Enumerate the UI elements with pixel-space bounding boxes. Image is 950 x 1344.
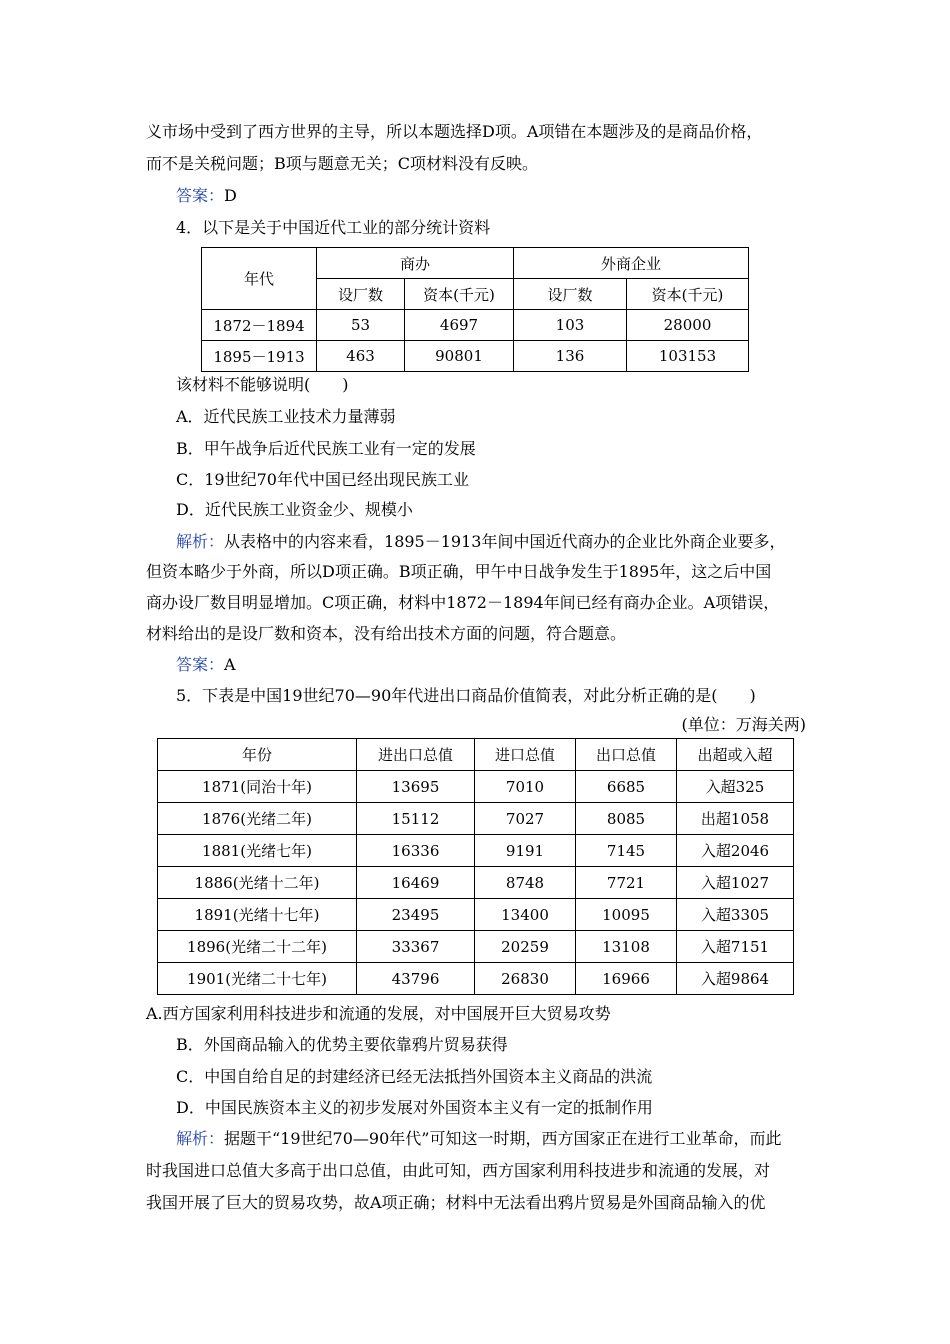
question-prompt: 该材料不能够说明( ) xyxy=(176,375,349,394)
table-cell: 15112 xyxy=(357,803,475,835)
table-cell: 53 xyxy=(317,310,405,341)
column-header: 出口总值 xyxy=(576,739,677,771)
option-d: D．近代民族工业资金少、规模小 xyxy=(176,500,413,519)
analysis-text: 从表格中的内容来看，1895－1913年间中国近代商办的企业比外商企业要多， xyxy=(224,532,786,551)
table-cell: 1901(光绪二十七年) xyxy=(158,963,357,995)
option-b: B．甲午战争后近代民族工业有一定的发展 xyxy=(176,439,476,458)
analysis-line: 但资本略少于外商，所以D项正确。B项正确，甲午中日战争发生于1895年，这之后中国 xyxy=(146,562,772,581)
column-header: 年份 xyxy=(158,739,357,771)
analysis-text: 据题干“19世纪70—90年代”可知这一时期，西方国家正在进行工业革命，而此 xyxy=(224,1129,782,1148)
table-cell: 23495 xyxy=(357,899,475,931)
question-5-stem: 5．下表是中国19世纪70—90年代进出口商品价值简表，对此分析正确的是( ) xyxy=(176,686,756,705)
table-cell: 7027 xyxy=(475,803,576,835)
table-cell: 1876(光绪二年) xyxy=(158,803,357,835)
answer-line xyxy=(176,654,236,676)
answer-line xyxy=(176,185,237,207)
sub-header: 资本(千元) xyxy=(405,279,514,310)
table-cell: 入超3305 xyxy=(677,899,794,931)
analysis-line xyxy=(176,1128,781,1150)
answer-value: A xyxy=(224,655,236,674)
table-cell: 463 xyxy=(317,341,405,372)
table-cell: 入超1027 xyxy=(677,867,794,899)
table-cell: 103153 xyxy=(627,341,749,372)
answer-value: D xyxy=(224,186,237,205)
table-cell: 7721 xyxy=(576,867,677,899)
table-cell: 103 xyxy=(514,310,627,341)
table-cell: 136 xyxy=(514,341,627,372)
table-cell: 26830 xyxy=(475,963,576,995)
table-cell: 13695 xyxy=(357,771,475,803)
analysis-line xyxy=(176,531,785,553)
analysis-line: 商办设厂数目明显增加。C项正确，材料中1872－1894年间已经有商办企业。A项错误， xyxy=(146,593,780,612)
table-cell: 出超1058 xyxy=(677,803,794,835)
table-cell: 入超7151 xyxy=(677,931,794,963)
table-cell: 8748 xyxy=(475,867,576,899)
option-d: D．中国民族资本主义的初步发展对外国资本主义有一定的抵制作用 xyxy=(176,1098,653,1117)
table-cell: 13108 xyxy=(576,931,677,963)
table-cell: 16336 xyxy=(357,835,475,867)
analysis-line: 我国开展了巨大的贸易攻势，故A项正确；材料中无法看出鸦片贸易是外国商品输入的优 xyxy=(146,1193,766,1212)
option-c: C．19世纪70年代中国已经出现民族工业 xyxy=(176,470,469,489)
question-4-stem: 4．以下是关于中国近代工业的部分统计资料 xyxy=(176,218,491,237)
column-header: 出超或入超 xyxy=(677,739,794,771)
table-cell: 1886(光绪十二年) xyxy=(158,867,357,899)
table-row xyxy=(158,931,794,963)
analysis-line: 材料给出的是设厂数和资本，没有给出技术方面的问题，符合题意。 xyxy=(146,624,627,643)
option-c: C．中国自给自足的封建经济已经无法抵挡外国资本主义商品的洪流 xyxy=(176,1067,653,1086)
option-a: A．近代民族工业技术力量薄弱 xyxy=(176,407,396,426)
table-row xyxy=(158,963,794,995)
option-a: A.西方国家利用科技进步和流通的发展，对中国展开巨大贸易攻势 xyxy=(146,1004,611,1023)
table-cell: 入超2046 xyxy=(677,835,794,867)
answer-label: 答案： xyxy=(176,186,225,205)
table-cell: 33367 xyxy=(357,931,475,963)
table-cell: 9191 xyxy=(475,835,576,867)
table-cell: 10095 xyxy=(576,899,677,931)
trade-value-table xyxy=(157,738,794,995)
table-row xyxy=(158,867,794,899)
table-cell: 7145 xyxy=(576,835,677,867)
table-cell: 7010 xyxy=(475,771,576,803)
answer-label: 答案： xyxy=(176,655,225,674)
group-header: 外商企业 xyxy=(514,248,749,279)
column-header: 进口总值 xyxy=(475,739,576,771)
table-row xyxy=(158,835,794,867)
table-cell: 1881(光绪七年) xyxy=(158,835,357,867)
sub-header: 设厂数 xyxy=(317,279,405,310)
table-cell: 28000 xyxy=(627,310,749,341)
table-row xyxy=(158,899,794,931)
column-header: 进出口总值 xyxy=(357,739,475,771)
sub-header: 设厂数 xyxy=(514,279,627,310)
table-cell: 4697 xyxy=(405,310,514,341)
table-cell: 1895－1913 xyxy=(202,341,317,372)
analysis-label: 解析： xyxy=(176,532,225,551)
table-cell: 90801 xyxy=(405,341,514,372)
table-cell: 8085 xyxy=(576,803,677,835)
table-row xyxy=(158,803,794,835)
analysis-label: 解析： xyxy=(176,1129,225,1148)
table-cell: 43796 xyxy=(357,963,475,995)
analysis-line: 时我国进口总值大多高于出口总值，由此可知，西方国家利用科技进步和流通的发展，对 xyxy=(146,1161,771,1180)
unit-note: (单位：万海关两) xyxy=(681,715,806,734)
table-cell: 入超9864 xyxy=(677,963,794,995)
table-row xyxy=(202,310,749,341)
table-cell: 1872－1894 xyxy=(202,310,317,341)
table-cell: 1871(同治十年) xyxy=(158,771,357,803)
group-header: 商办 xyxy=(317,248,514,279)
option-b: B．外国商品输入的优势主要依靠鸦片贸易获得 xyxy=(176,1035,508,1054)
table-row xyxy=(202,341,749,372)
text-line: 而不是关税问题；B项与题意无关；C项材料没有反映。 xyxy=(146,154,539,173)
table-cell: 入超325 xyxy=(677,771,794,803)
table-cell: 16966 xyxy=(576,963,677,995)
table-cell: 16469 xyxy=(357,867,475,899)
year-header: 年代 xyxy=(202,248,317,310)
table-cell: 1896(光绪二十二年) xyxy=(158,931,357,963)
table-cell: 13400 xyxy=(475,899,576,931)
industry-stats-table xyxy=(201,247,749,372)
table-cell: 20259 xyxy=(475,931,576,963)
sub-header: 资本(千元) xyxy=(627,279,749,310)
table-cell: 1891(光绪十七年) xyxy=(158,899,357,931)
table-cell: 6685 xyxy=(576,771,677,803)
text-line: 义市场中受到了西方世界的主导，所以本题选择D项。A项错在本题涉及的是商品价格， xyxy=(146,122,763,141)
table-row xyxy=(158,771,794,803)
